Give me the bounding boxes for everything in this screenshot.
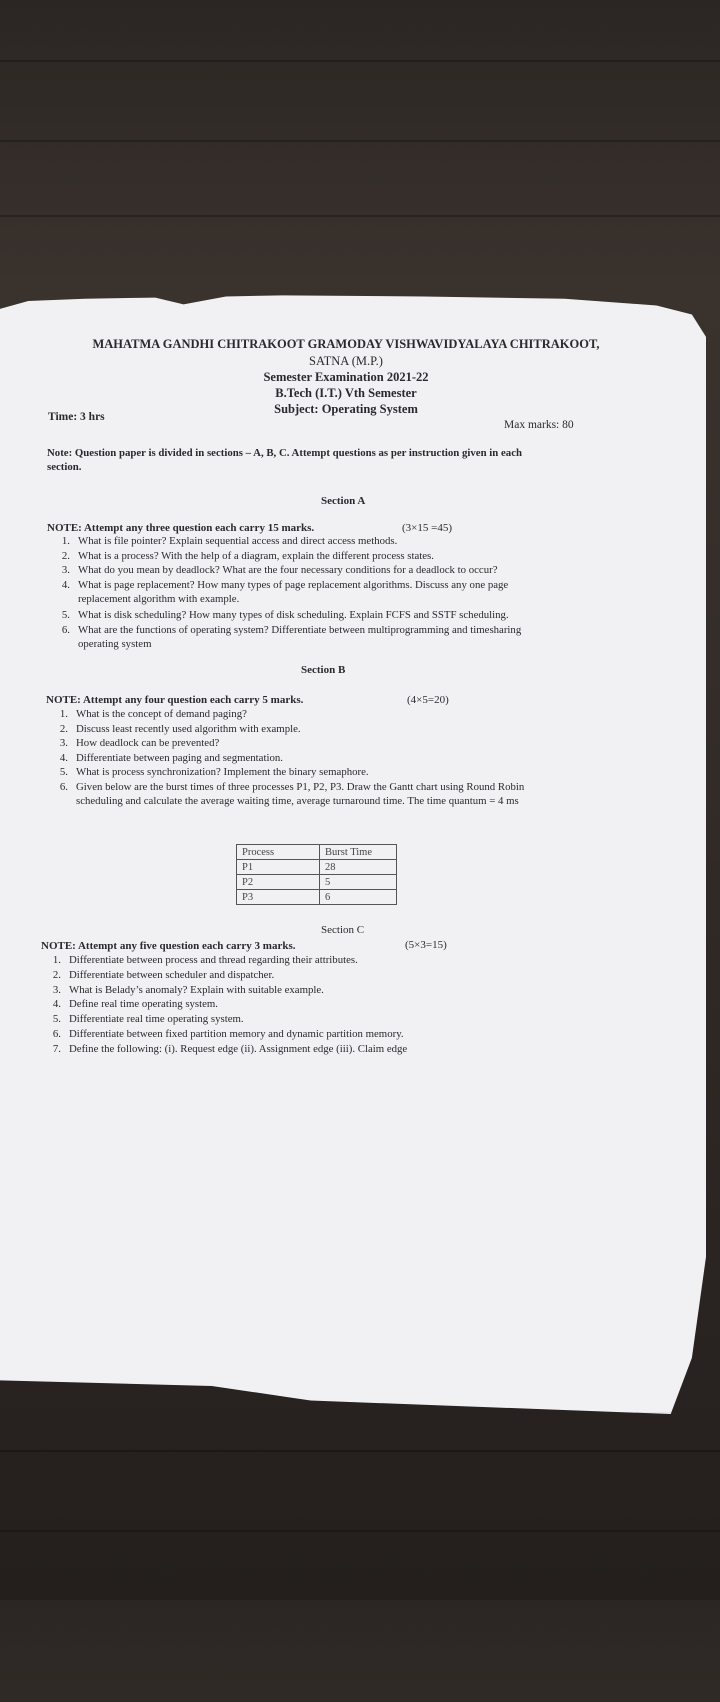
question-number: 1. [61, 535, 70, 547]
burst-time-table [236, 844, 397, 905]
question-number: 6. [61, 623, 70, 636]
question-text: Given below are the burst times of three processes P1, P2, P3. Draw the Gantt chart using Round Robin [76, 780, 525, 793]
section-c-marks: (5×3=15) [405, 939, 447, 951]
general-note: Note: Question paper is divided in sections – A, B, C. Attempt questions as per instruction given in each [47, 447, 522, 459]
question-number: 5. [61, 609, 70, 621]
table-cell: 28 [320, 860, 397, 875]
question-number: 2. [52, 968, 61, 981]
section-b-note: NOTE: Attempt any four question each carry 5 marks. [46, 694, 304, 706]
table-header-cell: Process [237, 845, 320, 860]
question-number: 5. [52, 1013, 61, 1026]
question-text: What do you mean by deadlock? What are the four necessary conditions for a deadlock to occur? [78, 564, 498, 576]
question-text: Differentiate between fixed partition memory and dynamic partition memory. [69, 1028, 404, 1040]
university-name: MAHATMA GANDHI CHITRAKOOT GRAMODAY VISHWAVIDYALAYA CHITRAKOOT, [92, 337, 600, 351]
subject-name: Subject: Operating System [274, 402, 418, 416]
question-number: 1. [52, 954, 61, 966]
table-header-cell: Burst Time [320, 845, 397, 860]
question-text: Define the following: (i). Request edge (ii). Assignment edge (iii). Claim edge [69, 1042, 408, 1055]
question-number: 6. [52, 1028, 61, 1040]
table-row [237, 890, 397, 905]
section-a-title: Section A [321, 495, 366, 507]
section-a-marks: (3×15 =45) [402, 522, 452, 534]
section-b-marks: (4×5=20) [407, 694, 449, 706]
table-row [237, 860, 397, 875]
exam-title: Semester Examination 2021-22 [263, 370, 429, 384]
question-number: 3. [52, 983, 61, 996]
question-text: What is a process? With the help of a diagram, explain the different process states. [78, 549, 434, 562]
question-number: 7. [52, 1042, 61, 1055]
table-header-row [237, 845, 397, 860]
section-c-title: Section C [321, 924, 365, 936]
table-cell: P3 [237, 890, 320, 905]
section-a-note: NOTE: Attempt any three question each carry 15 marks. [47, 522, 315, 534]
table-cell: 5 [320, 875, 397, 890]
question-number: 3. [59, 737, 68, 749]
question-text: What is file pointer? Explain sequential access and direct access methods. [78, 535, 398, 547]
section-b-title: Section B [301, 664, 346, 676]
question-text: How deadlock can be prevented? [76, 737, 220, 749]
question-text: Discuss least recently used algorithm with example. [76, 722, 301, 735]
question-number: 6. [59, 780, 68, 793]
table-cell: P1 [237, 860, 320, 875]
question-text: Differentiate between scheduler and dispatcher. [69, 968, 275, 981]
question-text: What is the concept of demand paging? [76, 708, 247, 720]
question-number: 4. [59, 751, 68, 764]
question-text: What is page replacement? How many types of page replacement algorithms. Discuss any one page [78, 578, 509, 591]
section-c-note: NOTE: Attempt any five question each carry 3 marks. [41, 940, 296, 952]
question-text: What is disk scheduling? How many types of disk scheduling. Explain FCFS and SSTF scheduling. [78, 609, 509, 621]
question-number: 1. [59, 708, 68, 720]
table-cell: 6 [320, 890, 397, 905]
question-text: Define real time operating system. [69, 998, 219, 1011]
question-text: What is Belady’s anomaly? Explain with suitable example. [69, 983, 324, 996]
time-allowed: Time: 3 hrs [48, 411, 105, 423]
course-name: B.Tech (I.T.) Vth Semester [275, 386, 417, 400]
question-text: What is process synchronization? Implement the binary semaphore. [76, 766, 369, 778]
table-row [237, 875, 397, 890]
question-text: Differentiate real time operating system. [69, 1013, 244, 1026]
general-note-cont: section. [47, 461, 82, 473]
question-number: 2. [59, 722, 68, 735]
max-marks: Max marks: 80 [504, 419, 574, 431]
question-number: 2. [61, 549, 70, 562]
table-cell: P2 [237, 875, 320, 890]
question-text: What are the functions of operating system? Differentiate between multiprogramming and timesharing [78, 623, 522, 636]
question-text: Differentiate between paging and segmentation. [76, 751, 283, 764]
question-number: 4. [61, 578, 70, 591]
university-location: SATNA (M.P.) [309, 354, 383, 368]
question-text: Differentiate between process and thread regarding their attributes. [69, 954, 358, 966]
question-number: 5. [59, 766, 68, 778]
question-number: 3. [61, 564, 70, 576]
question-number: 4. [52, 998, 61, 1011]
